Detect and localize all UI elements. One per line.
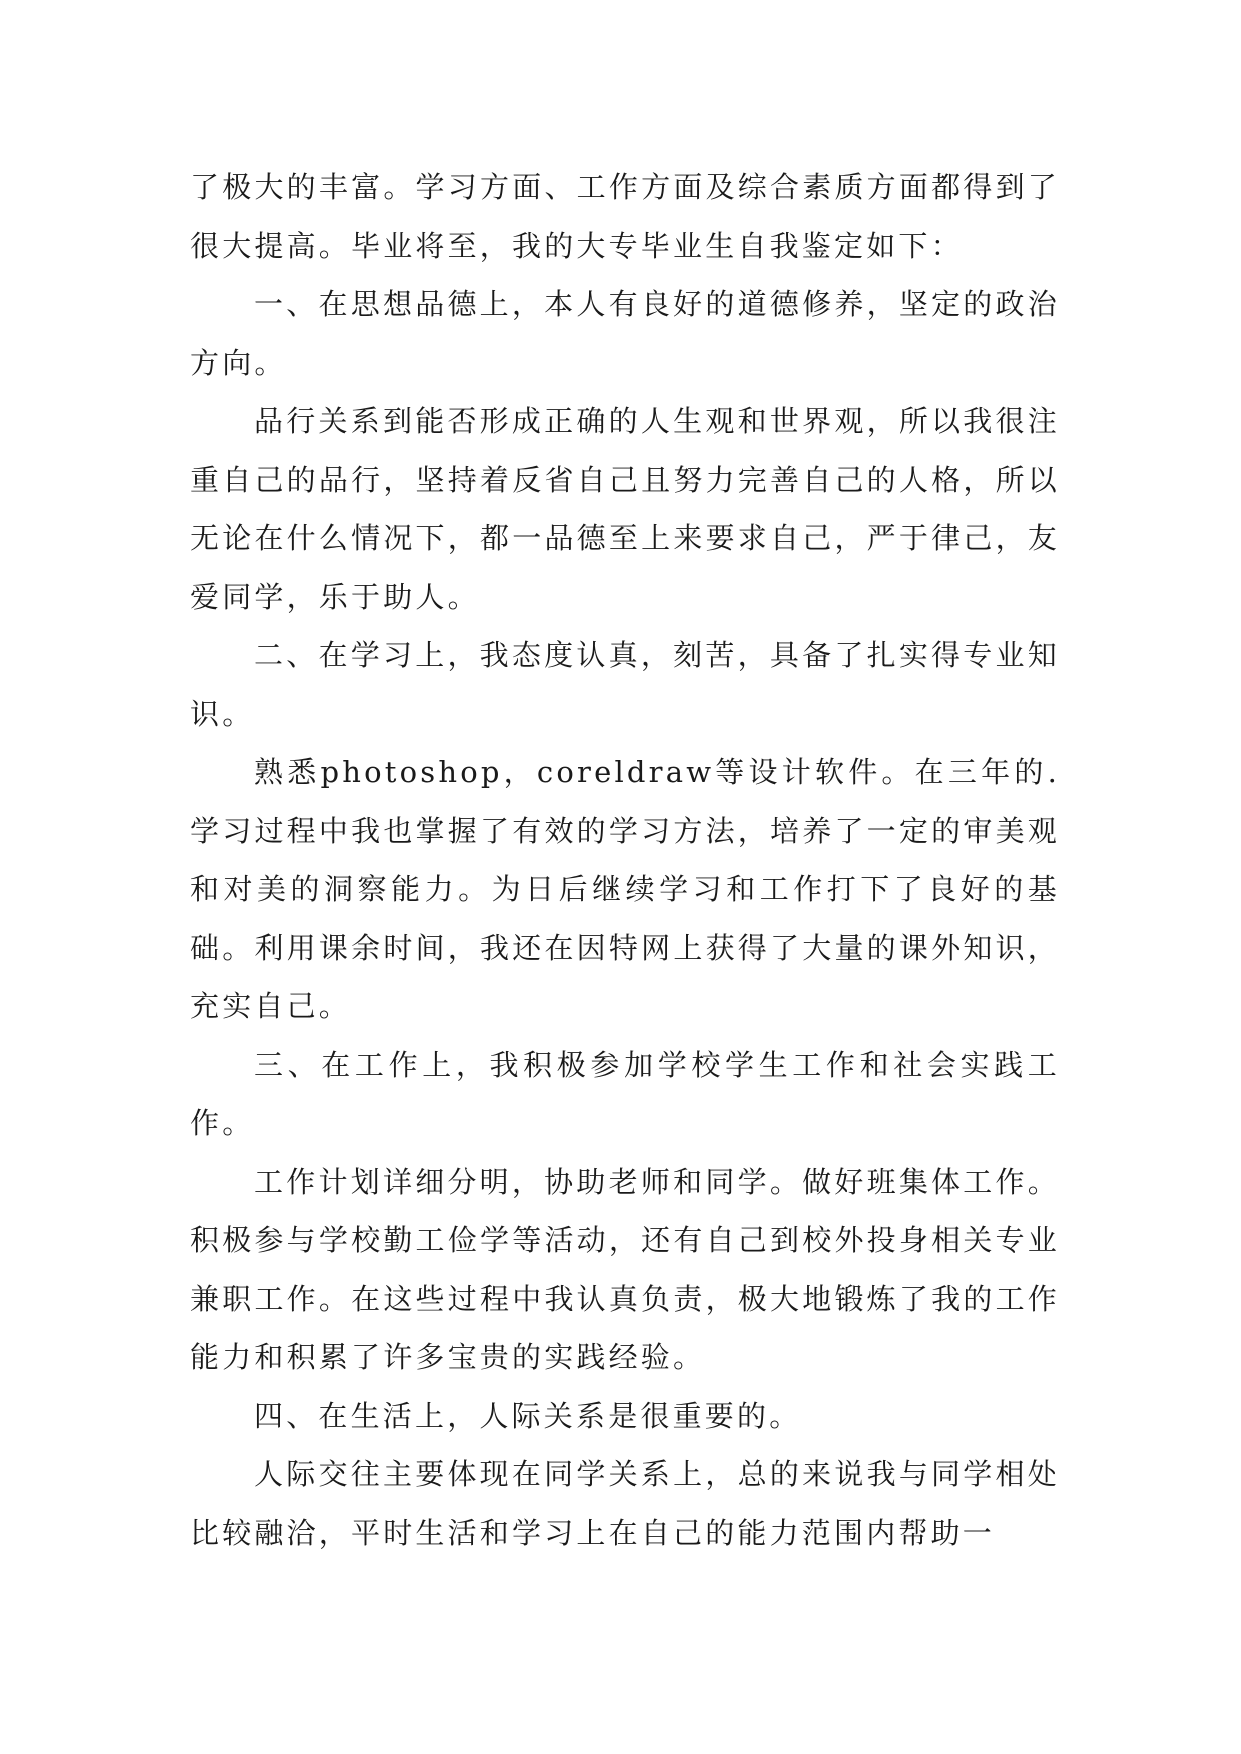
paragraph-intro-continuation: 了极大的丰富。学习方面、工作方面及综合素质方面都得到了很大提高。毕业将至，我的大专毕业生自我鉴定如下： bbox=[190, 170, 1060, 263]
paragraph-relationships: 人际交往主要体现在同学关系上，总的来说我与同学相处比较融洽，平时生活和学习上在自己的能力范围内帮助一 bbox=[190, 1457, 1060, 1550]
paragraph-section-one-heading: 一、在思想品德上，本人有良好的道德修养，坚定的政治方向。 bbox=[190, 287, 1060, 380]
document-body bbox=[190, 158, 1060, 1562]
paragraph-work-experience: 工作计划详细分明，协助老师和同学。做好班集体工作。积极参与学校勤工俭学等活动，还有自己到校外投身相关专业兼职工作。在这些过程中我认真负责，极大地锻炼了我的工作能力和积累了许多宝贵的实践经验。 bbox=[190, 1164, 1060, 1374]
paragraph-conduct: 品行关系到能否形成正确的人生观和世界观，所以我很注重自己的品行，坚持着反省自己且努力完善自己的人格，所以无论在什么情况下，都一品德至上来要求自己，严于律己，友爱同学，乐于助人。 bbox=[190, 404, 1060, 614]
paragraph-section-two-heading: 二、在学习上，我态度认真，刻苦，具备了扎实得专业知识。 bbox=[190, 638, 1060, 731]
paragraph-section-four-heading: 四、在生活上，人际关系是很重要的。 bbox=[254, 1398, 802, 1433]
paragraph-section-three-heading: 三、在工作上，我积极参加学校学生工作和社会实践工作。 bbox=[190, 1047, 1060, 1140]
paragraph-study-skills: 熟悉photoshop，coreldraw等设计软件。在三年的.学习过程中我也掌握了有效的学习方法，培养了一定的审美观和对美的洞察能力。为日后继续学习和工作打下了良好的基础。利用课余时间，我还在因特网上获得了大量的课外知识，充实自己。 bbox=[190, 755, 1060, 1023]
